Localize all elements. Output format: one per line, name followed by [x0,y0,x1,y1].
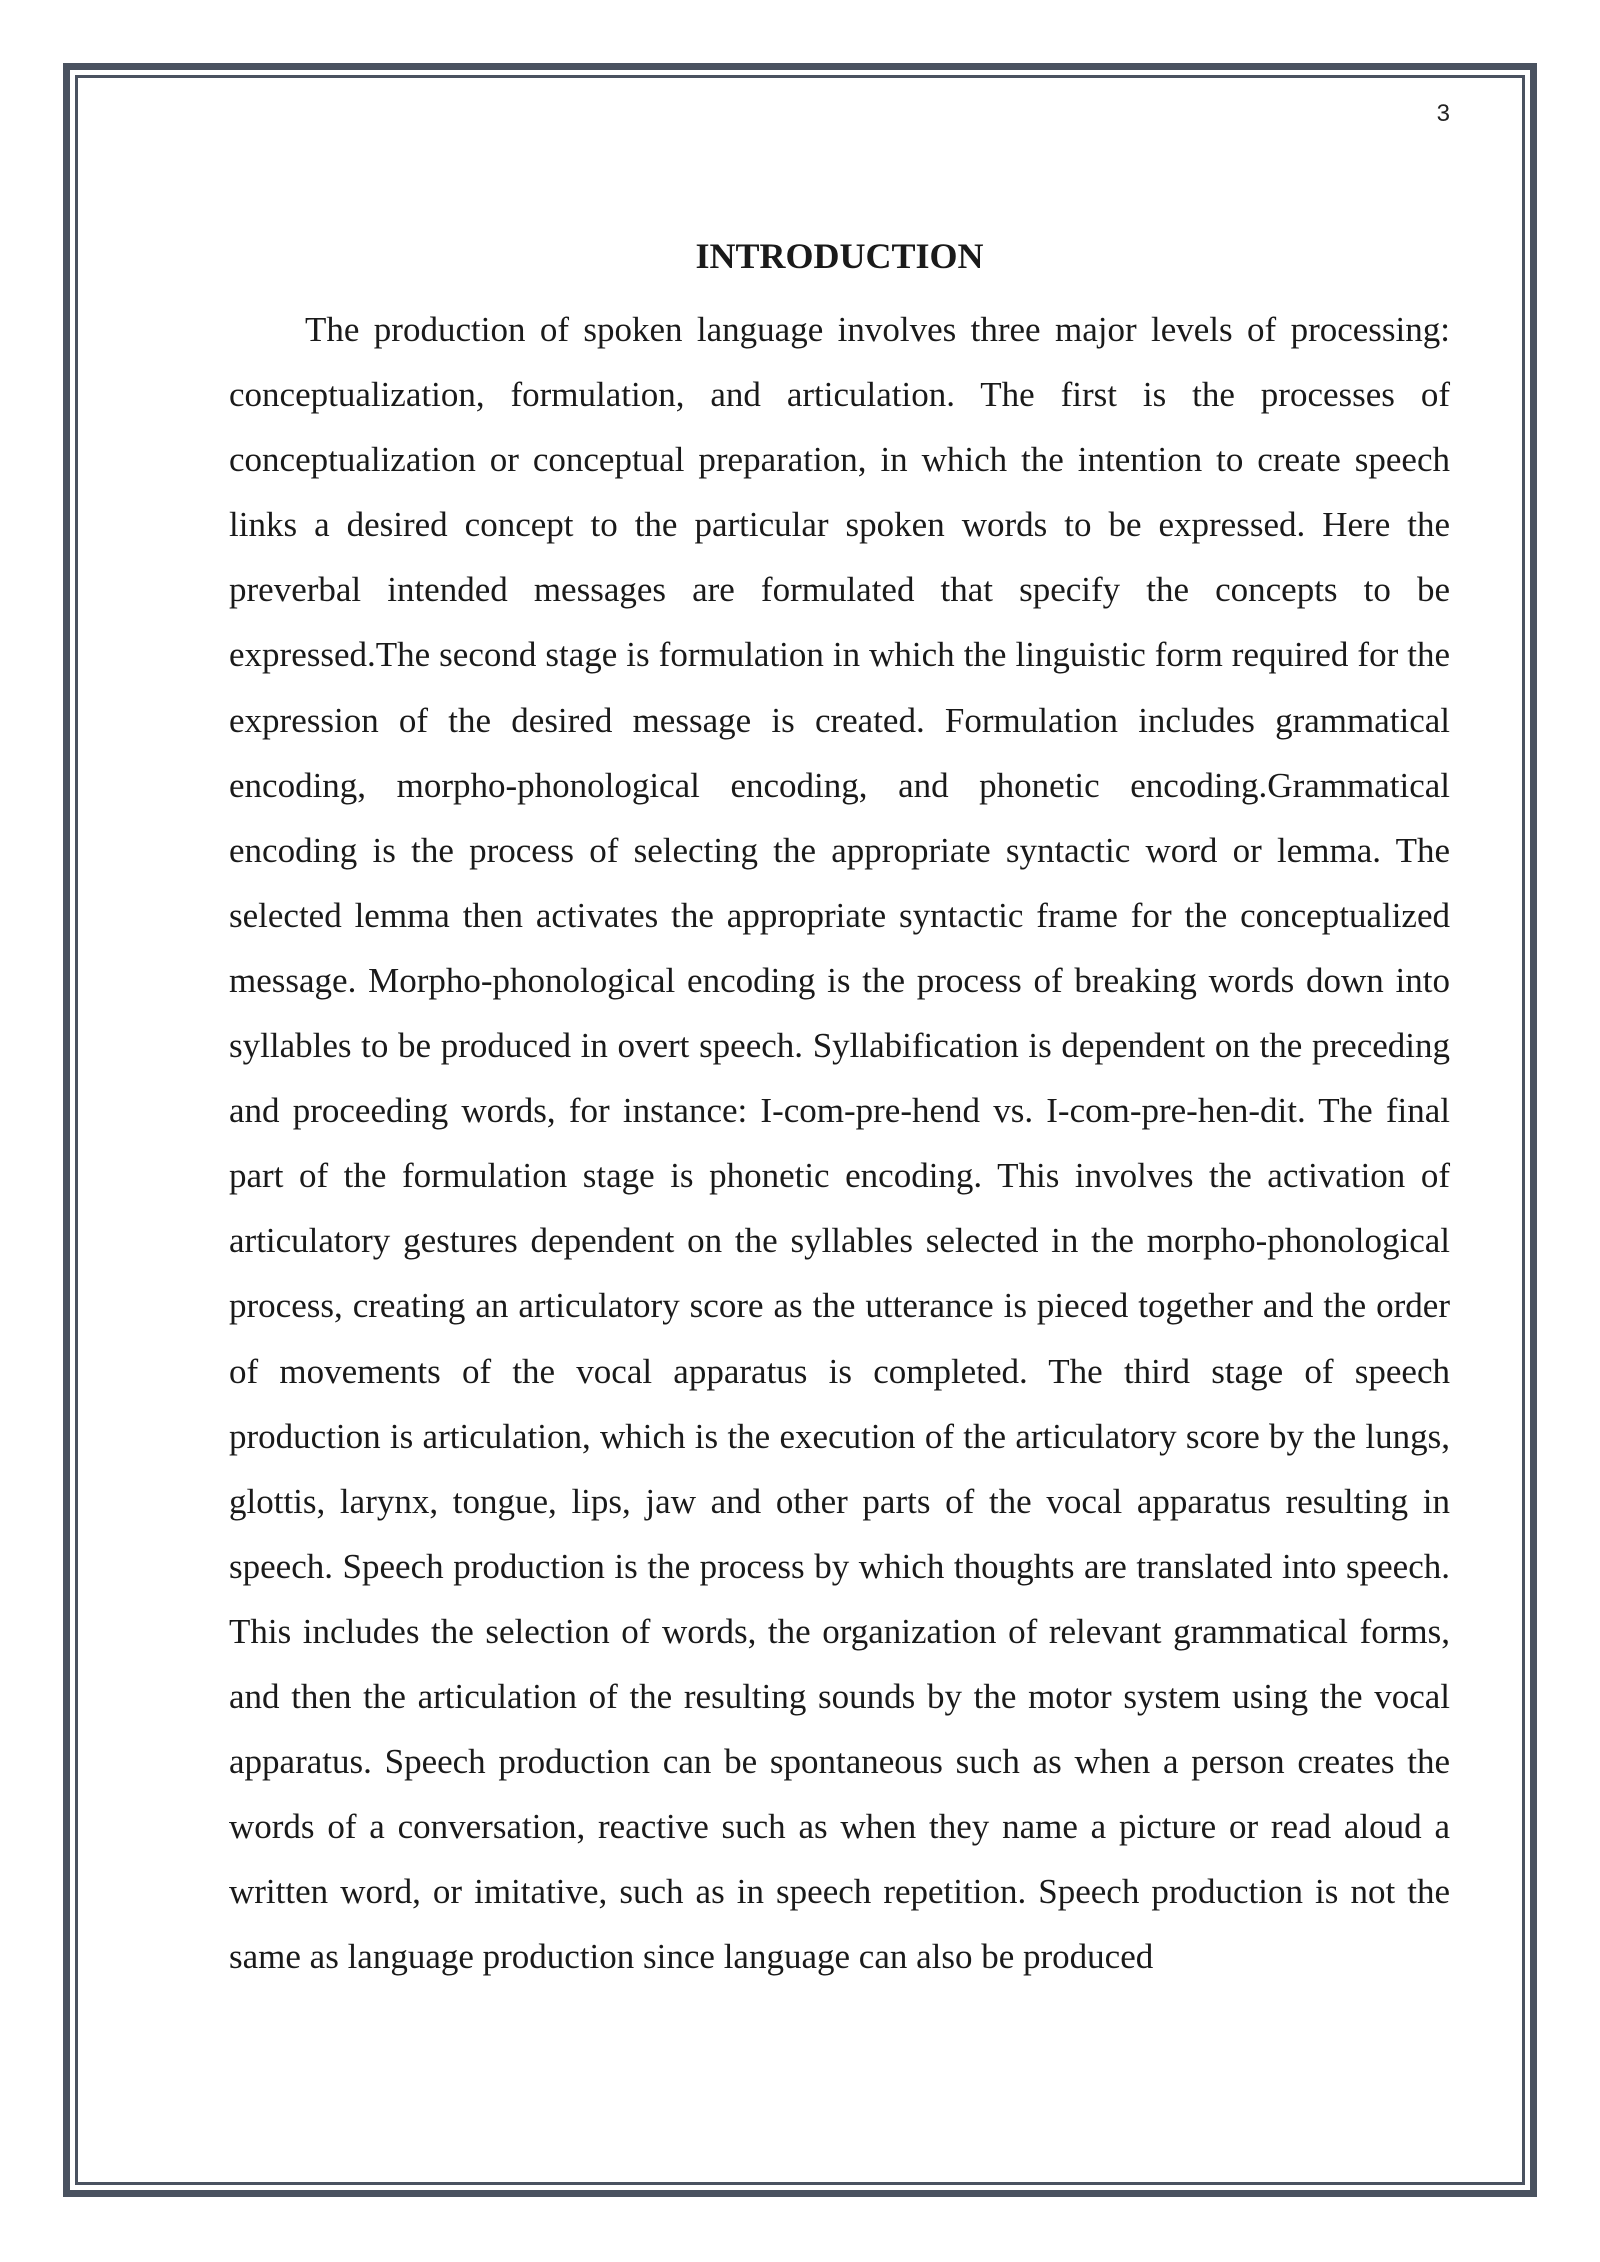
page-number: 3 [1436,100,1450,127]
body-paragraph: The production of spoken language involves three major levels of processing: conceptualization, formulation, and articulation. The first is the processes of conceptualization or conceptual preparation, in which the intention to create speech links a desired concept to the particular spoken words to be expressed. Here the preverbal intended messages are formulated that specify the concepts to be expressed.The second stage is formulation in which the linguistic form required for the expression of the desired message is created. Formulation includes grammatical encoding, morpho-phonological encoding, and phonetic encoding.Grammatical encoding is the process of selecting the appropriate syntactic word or lemma. The selected lemma then activates the appropriate syntactic frame for the conceptualized message. Morpho-phonological encoding is the process of breaking words down into syllables to be produced in overt speech. Syllabification is dependent on the preceding and proceeding words, for instance: I-com-pre-hend vs. I-com-pre-hen-dit. The final part of the formulation stage is phonetic encoding. This involves the activation of articulatory gestures dependent on the syllables selected in the morpho-phonological process, creating an articulatory score as the utterance is pieced together and the order of movements of the vocal apparatus is completed. The third stage of speech production is articulation, which is the execution of the articulatory score by the lungs, glottis, larynx, tongue, lips, jaw and other parts of the vocal apparatus resulting in speech. Speech production is the process by which thoughts are translated into speech. This includes the selection of words, the organization of relevant grammatical forms, and then the articulation of the resulting sounds by the motor system using the vocal apparatus. Speech production can be spontaneous such as when a person creates the words of a conversation, reactive such as when they name a picture or read aloud a written word, or imitative, such as in speech repetition. Speech production is not the same as language production since language can also be produced [229,310,1450,1977]
section-heading: INTRODUCTION [695,236,984,276]
